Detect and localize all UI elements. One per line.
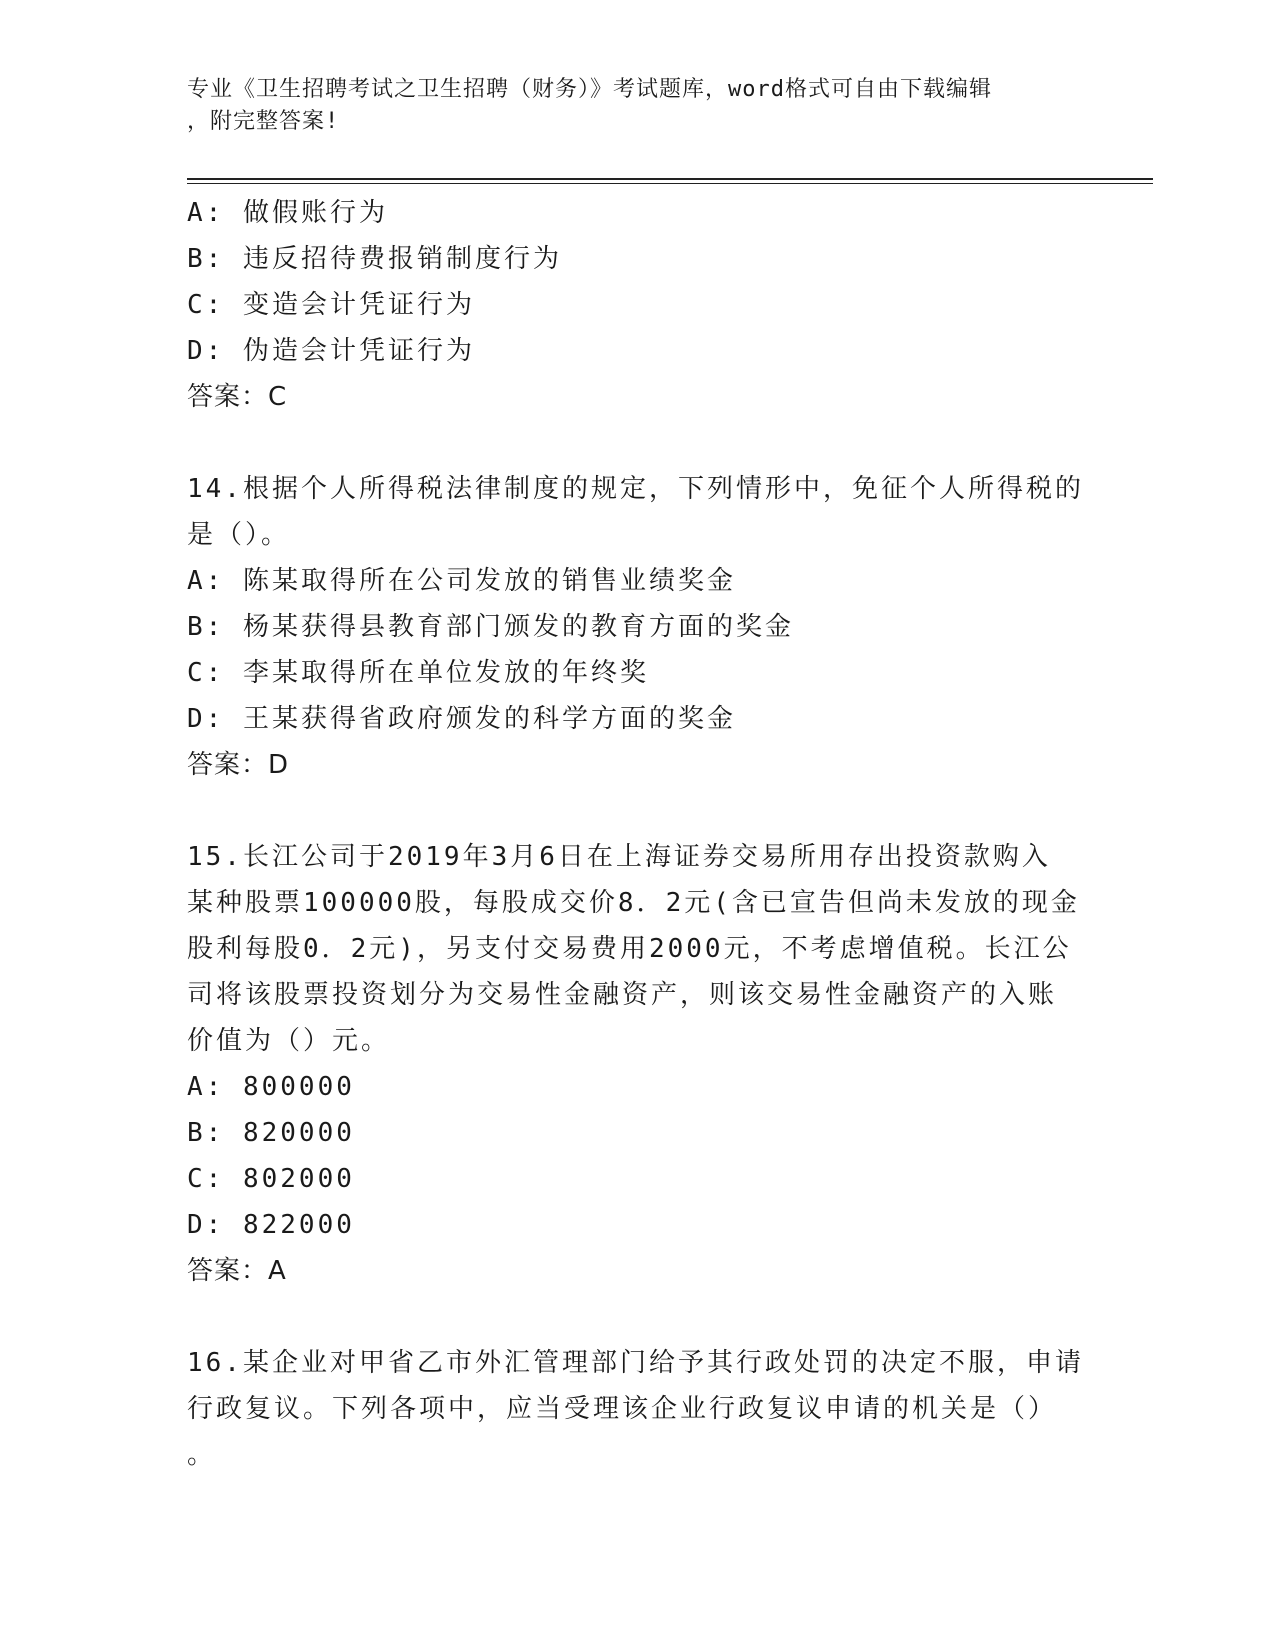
header-line-1: 专业《卫生招聘考试之卫生招聘（财务）》考试题库，word格式可自由下载编辑	[187, 77, 992, 102]
header-divider-thin	[187, 183, 1153, 184]
option-a: A: 做假账行为	[187, 198, 388, 228]
spacer	[187, 788, 1087, 834]
option-b: B: 违反招待费报销制度行为	[187, 244, 562, 274]
option-d: D: 822000	[187, 1210, 355, 1240]
question-stem-line: 16.某企业对甲省乙市外汇管理部门给予其行政处罚的决定不服，申请	[187, 1348, 1084, 1378]
question-stem-line: 价值为（）元。	[187, 1026, 391, 1056]
question-stem-line: 股利每股0．2元)，另支付交易费用2000元，不考虑增值税。长江公	[187, 934, 1072, 964]
question-15	[187, 834, 1087, 1294]
option-b: B: 杨某获得县教育部门颁发的教育方面的奖金	[187, 612, 794, 642]
spacer	[187, 420, 1087, 466]
answer-line: 答案：C	[187, 382, 288, 412]
option-d: D: 伪造会计凭证行为	[187, 336, 475, 366]
question-stem-line: 14.根据个人所得税法律制度的规定，下列情形中，免征个人所得税的	[187, 474, 1084, 504]
question-stem-line: 某种股票100000股，每股成交价8．2元(含已宣告但尚未发放的现金	[187, 888, 1080, 918]
answer-line: 答案：D	[187, 750, 290, 780]
option-b: B: 820000	[187, 1118, 355, 1148]
question-stem-line: 是（）。	[187, 520, 291, 550]
document-header	[187, 74, 1087, 138]
header-line-2: ，附完整答案!	[187, 109, 340, 134]
header-divider-thick	[187, 178, 1153, 180]
answer-line: 答案：A	[187, 1256, 287, 1286]
question-stem-line: 15.长江公司于2019年3月6日在上海证券交易所用存出投资款购入	[187, 842, 1051, 872]
spacer	[187, 1294, 1087, 1340]
question-16	[187, 1340, 1087, 1478]
question-13	[187, 190, 1087, 420]
option-c: C: 802000	[187, 1164, 355, 1194]
question-content	[187, 190, 1087, 1478]
question-stem-line: 。	[187, 1440, 217, 1470]
option-a: A: 陈某取得所在公司发放的销售业绩奖金	[187, 566, 736, 596]
option-c: C: 变造会计凭证行为	[187, 290, 475, 320]
question-stem-line: 行政复议。下列各项中，应当受理该企业行政复议申请的机关是（）	[187, 1394, 1058, 1424]
option-d: D: 王某获得省政府颁发的科学方面的奖金	[187, 704, 736, 734]
question-stem-line: 司将该股票投资划分为交易性金融资产，则该交易性金融资产的入账	[187, 980, 1058, 1010]
question-14	[187, 466, 1087, 788]
option-a: A: 800000	[187, 1072, 355, 1102]
option-c: C: 李某取得所在单位发放的年终奖	[187, 658, 649, 688]
